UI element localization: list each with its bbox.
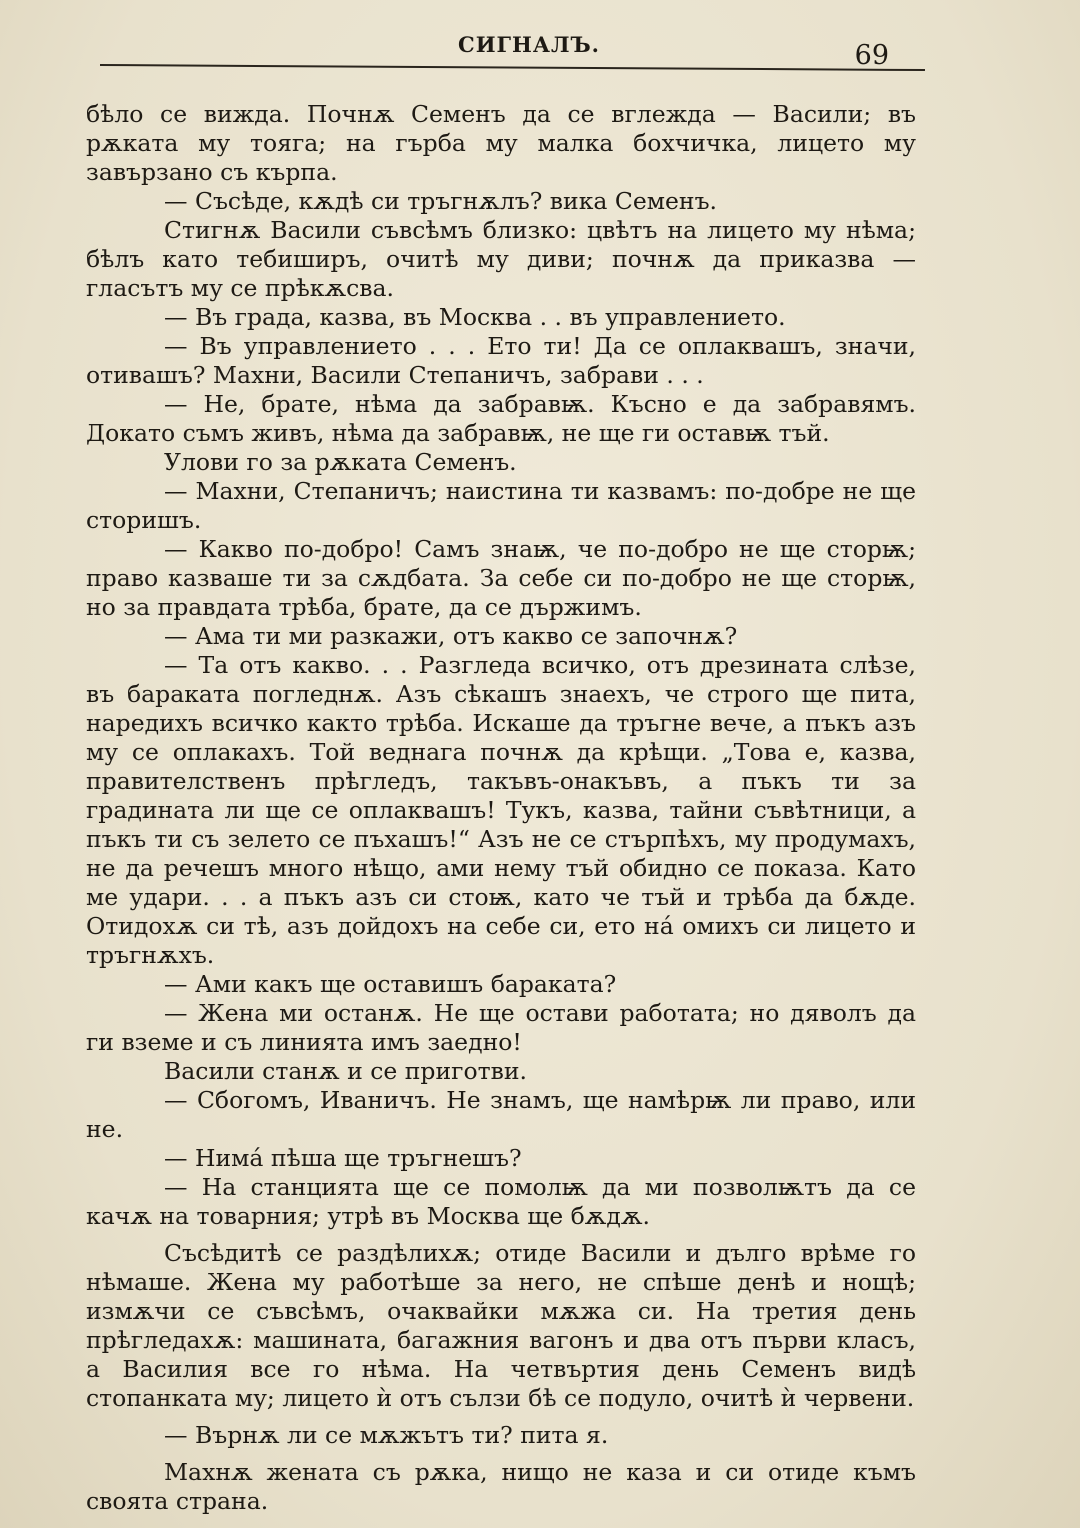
paragraph: — Въ града, казва, въ Москва . . въ управлението.	[164, 303, 786, 331]
paragraph: — Върнѫ ли се мѫжътъ ти? пита я.	[164, 1421, 609, 1449]
paragraph: — Жена ми останѫ. Не ще остави работата; но дяволъ да ги вземе и съ линията имъ заедно!	[86, 999, 916, 1056]
page-number: 69	[854, 40, 889, 71]
paragraph: Махнѫ жената съ рѫка, нищо не каза и си отиде къмъ своята страна.	[86, 1458, 916, 1515]
paragraph: — Нима́ пѣша ще тръгнешъ?	[164, 1144, 522, 1172]
paragraph: Васили станѫ и се приготви.	[164, 1057, 527, 1085]
paragraph: — Въ управлението . . . Ето ти! Да се оплаквашъ, значи, отивашъ? Махни, Васили Степаничъ, забрави . . .	[86, 332, 916, 389]
paragraph: — Ама ти ми разкажи, отъ какво се започнѫ?	[164, 622, 738, 650]
header-rule	[100, 64, 925, 71]
paragraph: Съсѣдитѣ се раздѣлихѫ; отиде Васили и дълго врѣме го нѣмаше. Жена му работѣше за него, не спѣше денѣ и нощѣ; измѫчи се съвсѣмъ, очаквайки мѫжа си. На третия день прѣгледахѫ: машината, багажния вагонъ и два отъ първи класъ, а Василия все го нѣма. На четвъртия день Семенъ видѣ стопанката му; лицето ѝ отъ сълзи бѣ се подуло, очитѣ ѝ червени.	[86, 1239, 916, 1412]
paragraph: — На станцията ще се помолѭ да ми позволѭтъ да се качѫ на товарния; утрѣ въ Москва ще бѫдѫ.	[86, 1173, 916, 1230]
paragraph: — Та отъ какво. . . Разгледа всичко, отъ дрезината слѣзе, въ бараката погледнѫ. Азъ сѣкашъ знаехъ, че строго ще пита, наредихъ всичко както трѣба. Искаше да тръгне вече, а пъкъ азъ му се оплакахъ. Той веднага почнѫ да крѣщи. „Това е, казва, правителственъ прѣгледъ, такъвъ-онакъвъ, а пъкъ ти за градината ли ще се оплаквашъ! Тукъ, казва, тайни съвѣтници, а пъкъ ти съ зелето се пъхашъ!“ Азъ не се стърпѣхъ, му продумахъ, не да речешъ много нѣщо, ами нему тъй обидно се показа. Като ме удари. . . а пъкъ азъ си стоѭ, като че тъй и трѣба да бѫде. Отидохѫ си тѣ, азъ дойдохъ на себе си, ето на́ омихъ си лицето и тръгнѫхъ.	[86, 651, 916, 969]
paragraph: — Ами какъ ще оставишъ бараката?	[164, 970, 617, 998]
running-title: СИГНАЛЪ.	[458, 32, 600, 57]
paragraph: бѣло се вижда. Почнѫ Семенъ да се вглежда — Васили; въ рѫката му тояга; на гърба му малка бохчичка, лицето му завързано съ кърпа.	[86, 100, 916, 186]
paragraph: — Махни, Степаничъ; наистина ти казвамъ: по-добре не ще сторишъ.	[86, 477, 916, 534]
paragraph: Стигнѫ Васили съвсѣмъ близко: цвѣтъ на лицето му нѣма; бѣлъ като тебиширъ, очитѣ му диви; почнѫ да приказва — гласътъ му се прѣкѫсва.	[86, 216, 916, 302]
paragraph: Улови го за рѫката Семенъ.	[164, 448, 517, 476]
paragraph: — Какво по-добро! Самъ знаѭ, че по-добро не ще сторѭ; право казваше ти за сѫдбата. За себе си по-добро не ще сторѭ, но за правдата трѣба, брате, да се държимъ.	[86, 535, 916, 621]
paragraph: — Сбогомъ, Иваничъ. Не знамъ, ще намѣрѭ ли право, или не.	[86, 1086, 916, 1143]
running-head	[100, 30, 925, 82]
body-text	[86, 100, 916, 1516]
paragraph: — Не, брате, нѣма да забравѭ. Късно е да забравямъ. Докато съмъ живъ, нѣма да забравѭ, не ще ги оставѭ тъй.	[86, 390, 916, 447]
paragraph: — Съсѣде, кѫдѣ си тръгнѫлъ? вика Семенъ.	[164, 187, 718, 215]
